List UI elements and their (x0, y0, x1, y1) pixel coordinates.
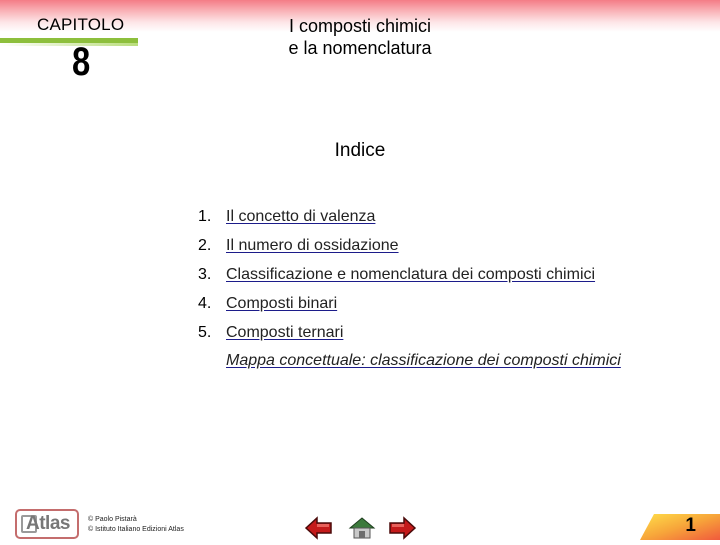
index-item (198, 266, 595, 295)
chapter-label: CAPITOLO (37, 15, 125, 34)
credits (88, 515, 184, 535)
index-list (198, 208, 595, 353)
atlas-logo (15, 509, 79, 539)
chapter-number: 8 (72, 40, 91, 84)
page-indicator (640, 512, 720, 540)
arrow-left-icon (304, 516, 334, 540)
title-line-2: e la nomenclatura (288, 38, 432, 58)
page-title (240, 15, 480, 59)
concept-map-link[interactable]: Mappa concettuale: classificazione dei composti chimici (226, 352, 621, 369)
index-item (198, 295, 595, 324)
chapter-rule-shade (0, 43, 138, 46)
prev-button[interactable] (304, 516, 334, 540)
index-link-classificazione[interactable]: Classificazione e nomenclatura dei composti chimici (226, 266, 596, 283)
index-link-binari[interactable]: Composti binari (226, 295, 338, 312)
index-item-number: 1. (198, 208, 212, 225)
index-item (198, 237, 595, 266)
page-number: 1 (685, 515, 696, 536)
index-link-ternari[interactable]: Composti ternari (226, 324, 344, 341)
credit-author: © Paolo Pistarà (88, 516, 137, 523)
arrow-right-icon (387, 516, 417, 540)
home-icon (347, 516, 377, 540)
index-item (198, 208, 595, 237)
credit-publisher: © Istituto Italiano Edizioni Atlas (88, 526, 184, 533)
index-heading: Indice (334, 140, 386, 161)
index-item-number: 2. (198, 237, 212, 254)
index-item-number: 3. (198, 266, 212, 283)
home-button[interactable] (347, 516, 377, 540)
index-link-ossidazione[interactable]: Il numero di ossidazione (226, 237, 399, 254)
next-button[interactable] (387, 516, 417, 540)
index-item-number: 4. (198, 295, 212, 312)
index-link-valenza[interactable]: Il concetto di valenza (226, 208, 376, 225)
index-item-number: 5. (198, 324, 212, 341)
index-item (198, 324, 595, 353)
logo-text: Atlas (26, 513, 70, 534)
title-line-1: I composti chimici (288, 16, 432, 36)
